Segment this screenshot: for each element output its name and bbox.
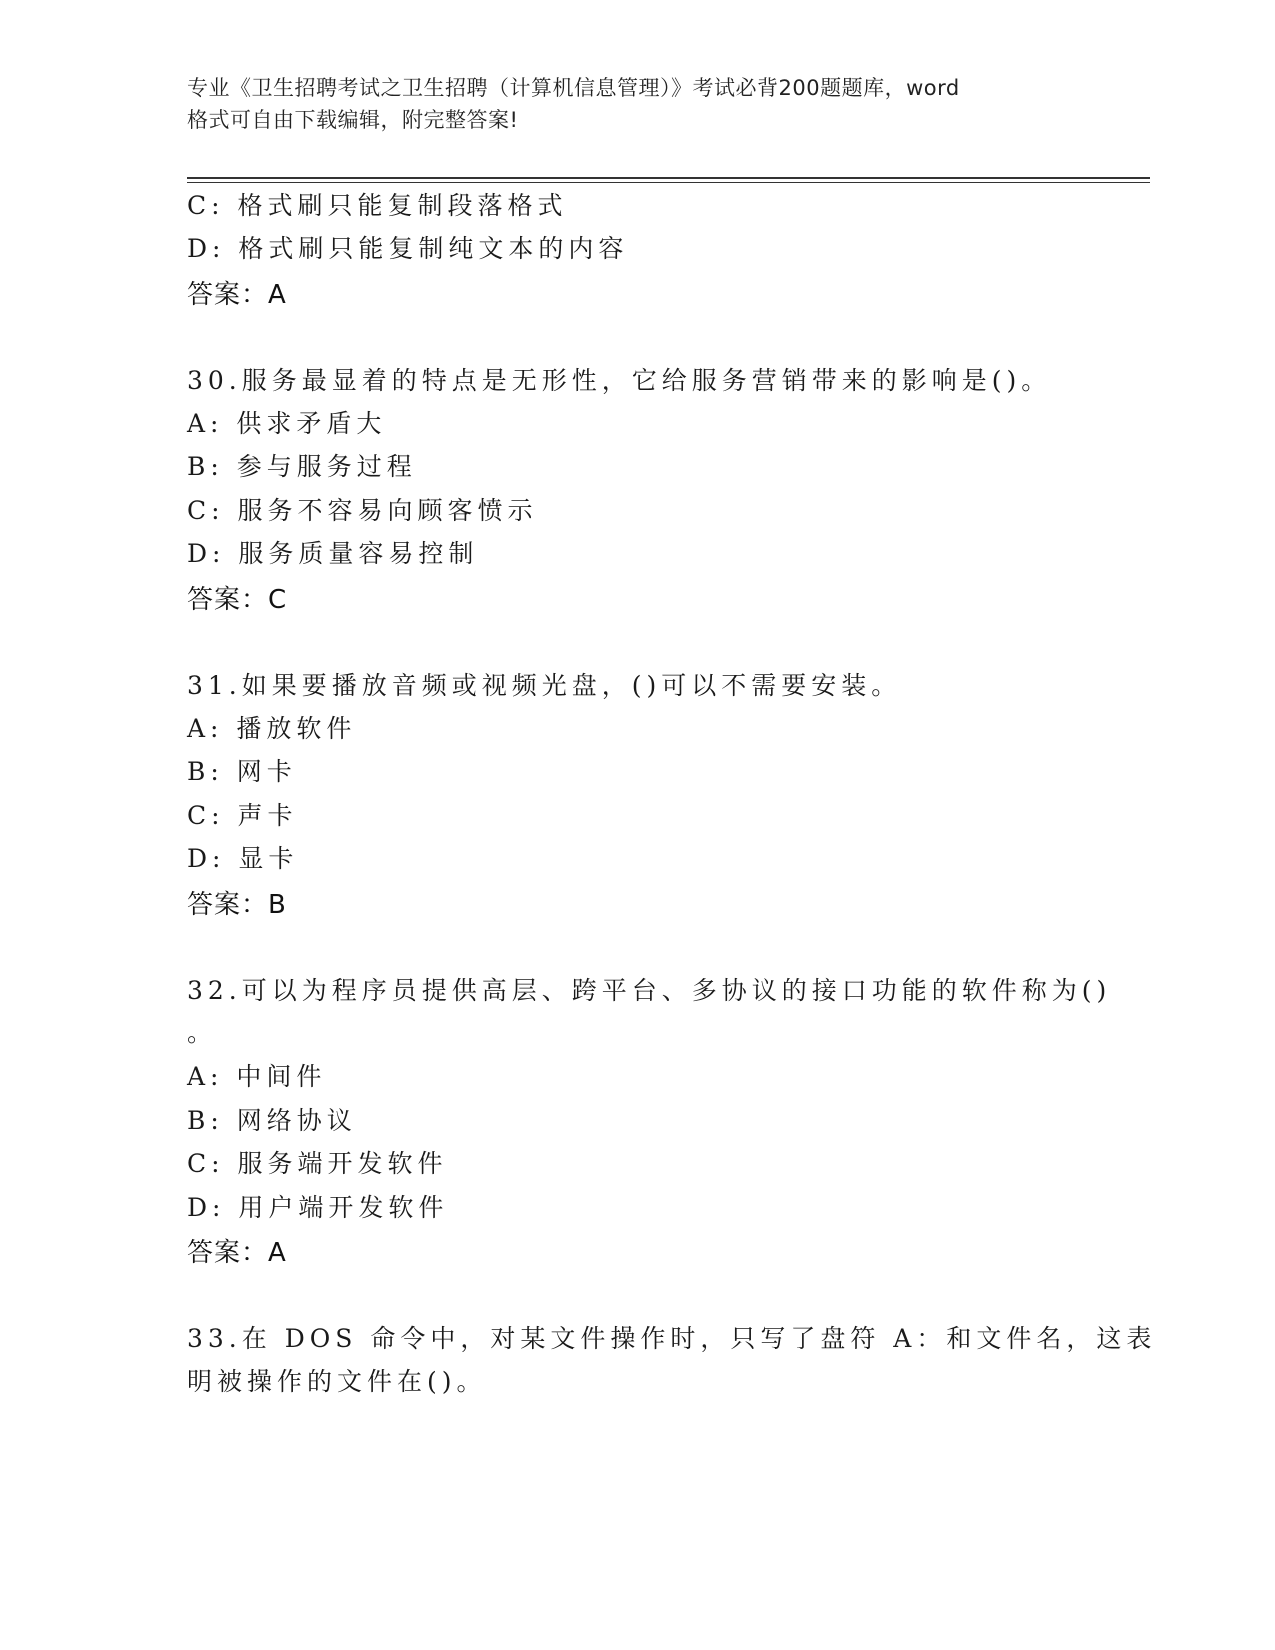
answer-text: 答案：A xyxy=(187,280,287,310)
answer-text: 答案：A xyxy=(187,1238,287,1268)
option-d: D: 显卡 xyxy=(187,844,299,873)
option-c: C: 格式刷只能复制段落格式 xyxy=(187,191,568,220)
question-stem: 32.可以为程序员提供高层、跨平台、多协议的接口功能的软件称为() xyxy=(187,976,1112,1005)
question-stem: 33.在 DOS 命令中，对某文件操作时，只写了盘符 A：和文件名，这表 xyxy=(187,1324,1157,1353)
answer-text: 答案：B xyxy=(187,890,287,920)
option-b: B: 网卡 xyxy=(187,757,297,786)
answer-text: 答案：C xyxy=(187,585,288,615)
question-stem: 31.如果要播放音频或视频光盘，()可以不需要安装。 xyxy=(187,671,902,700)
header-line-1: 专业《卫生招聘考试之卫生招聘（计算机信息管理）》考试必背200题题库，word xyxy=(187,76,960,100)
option-c: C: 声卡 xyxy=(187,801,298,830)
option-a: A: 播放软件 xyxy=(187,714,357,743)
header-divider-thin xyxy=(187,182,1150,183)
option-d: D: 格式刷只能复制纯文本的内容 xyxy=(187,234,629,263)
document-header xyxy=(187,72,1087,136)
header-line-2: 格式可自由下载编辑，附完整答案! xyxy=(187,108,519,132)
header-divider xyxy=(187,177,1150,179)
question-stem: 30.服务最显着的特点是无形性，它给服务营销带来的影响是()。 xyxy=(187,366,1052,395)
option-a: A: 供求矛盾大 xyxy=(187,409,387,438)
question-stem-continued: 。 xyxy=(187,1018,218,1047)
option-d: D: 服务质量容易控制 xyxy=(187,539,479,568)
option-b: B: 参与服务过程 xyxy=(187,452,417,481)
question-stem-continued: 明被操作的文件在()。 xyxy=(187,1367,487,1396)
option-c: C: 服务不容易向顾客愤示 xyxy=(187,496,538,525)
option-c: C: 服务端开发软件 xyxy=(187,1149,448,1178)
option-a: A: 中间件 xyxy=(187,1062,327,1091)
option-d: D: 用户端开发软件 xyxy=(187,1193,449,1222)
option-b: B: 网络协议 xyxy=(187,1106,357,1135)
